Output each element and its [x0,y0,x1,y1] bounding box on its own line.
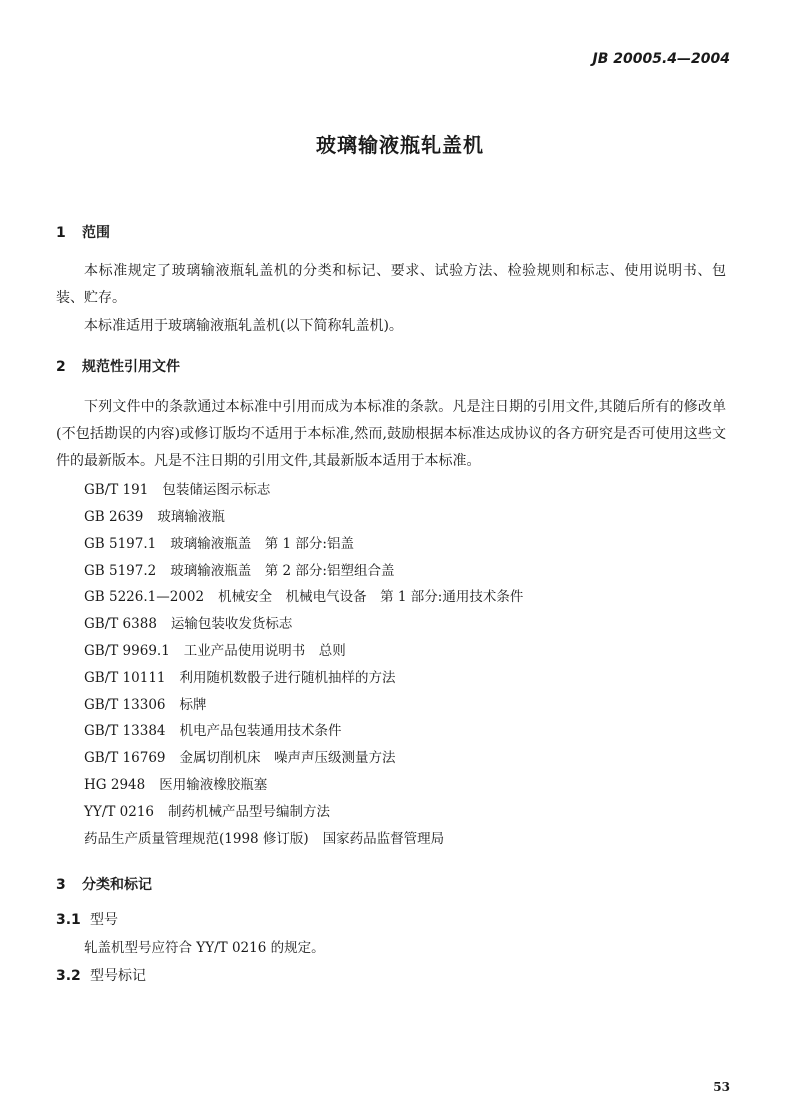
page-number: 53 [713,1080,730,1094]
reference-code: GB/T 13384 [84,723,166,739]
reference-title: 制药机械产品型号编制方法 [168,804,331,820]
standard-code: JB 20005.4—2004 [592,51,730,67]
section-number: 1 [56,225,66,241]
section-title: 分类和标记 [82,877,152,893]
reference-code: GB/T 6388 [84,616,157,632]
reference-code: GB 5226.1—2002 [84,589,205,605]
reference-title: 运输包装收发货标志 [170,616,293,632]
reference-item [84,776,267,794]
reference-code: HG 2948 [84,777,146,793]
reference-code: GB/T 13306 [84,697,166,713]
reference-title: 金属切削机床 噪声声压级测量方法 [179,750,396,766]
subsection-title: 型号标记 [90,968,146,984]
reference-code: GB/T 10111 [84,670,166,686]
paragraph: 下列文件中的条款通过本标准中引用而成为本标准的条款。凡是注日期的引用文件,其随后所有的修改单(不包括勘误的内容)或修订版均不适用于本标准,然而,鼓励根据本标准达成协议的各方研究是否可使用这些文件的最新版本。凡是不注日期的引用文件,其最新版本适用于本标准。 [56,399,726,469]
reference-item [84,535,354,553]
reference-item [84,830,444,848]
section-number: 3 [56,877,66,893]
reference-item [84,562,394,580]
reference-code: GB 5197.2 [84,563,157,579]
reference-item [84,642,346,660]
reference-title: 玻璃输液瓶盖 第 2 部分:铝塑组合盖 [170,563,395,579]
subsection-3-2-heading [56,967,146,985]
reference-title: 利用随机数骰子进行随机抽样的方法 [179,670,396,686]
reference-title: 包装储运图示标志 [162,482,271,498]
subsection-number: 3.1 [56,912,81,928]
section-number: 2 [56,359,66,375]
reference-title: 工业产品使用说明书 总则 [183,643,346,659]
section-2-heading [56,358,180,376]
reference-title: 医用输液橡胶瓶塞 [159,777,268,793]
reference-code: GB/T 191 [84,482,149,498]
reference-title: 标牌 [179,697,207,713]
subsection-number: 3.2 [56,968,81,984]
section-3-heading [56,876,152,894]
reference-item [84,615,292,633]
reference-title: 玻璃输液瓶 [157,509,225,525]
paragraph: 轧盖机型号应符合 YY/T 0216 的规定。 [84,940,325,956]
reference-code: YY/T 0216 [84,804,155,820]
reference-item [84,669,396,687]
section-1-heading [56,224,110,242]
reference-item [84,803,330,821]
reference-item [84,508,225,526]
reference-item [84,481,270,499]
reference-title: 玻璃输液瓶盖 第 1 部分:铝盖 [170,536,354,552]
document-title: 玻璃输液瓶轧盖机 [316,133,484,157]
reference-title: 机械安全 机械电气设备 第 1 部分:通用技术条件 [218,589,524,605]
section-title: 范围 [82,225,110,241]
subsection-title: 型号 [90,912,118,928]
paragraph: 本标准适用于玻璃输液瓶轧盖机(以下简称轧盖机)。 [84,318,403,334]
reference-item [84,749,396,767]
reference-code: GB/T 16769 [84,750,166,766]
reference-title: 国家药品监督管理局 [322,831,445,847]
reference-code: GB 2639 [84,509,144,525]
reference-code: GB 5197.1 [84,536,157,552]
reference-code: 药品生产质量管理规范(1998 修订版) [84,831,309,847]
reference-item [84,696,207,714]
reference-code: GB/T 9969.1 [84,643,170,659]
reference-item [84,722,342,740]
paragraph: 本标准规定了玻璃输液瓶轧盖机的分类和标记、要求、试验方法、检验规则和标志、使用说明书、包装、贮存。 [56,263,726,306]
subsection-3-1-heading [56,911,118,929]
reference-title: 机电产品包装通用技术条件 [179,723,342,739]
reference-item [84,588,523,606]
section-title: 规范性引用文件 [82,359,180,375]
